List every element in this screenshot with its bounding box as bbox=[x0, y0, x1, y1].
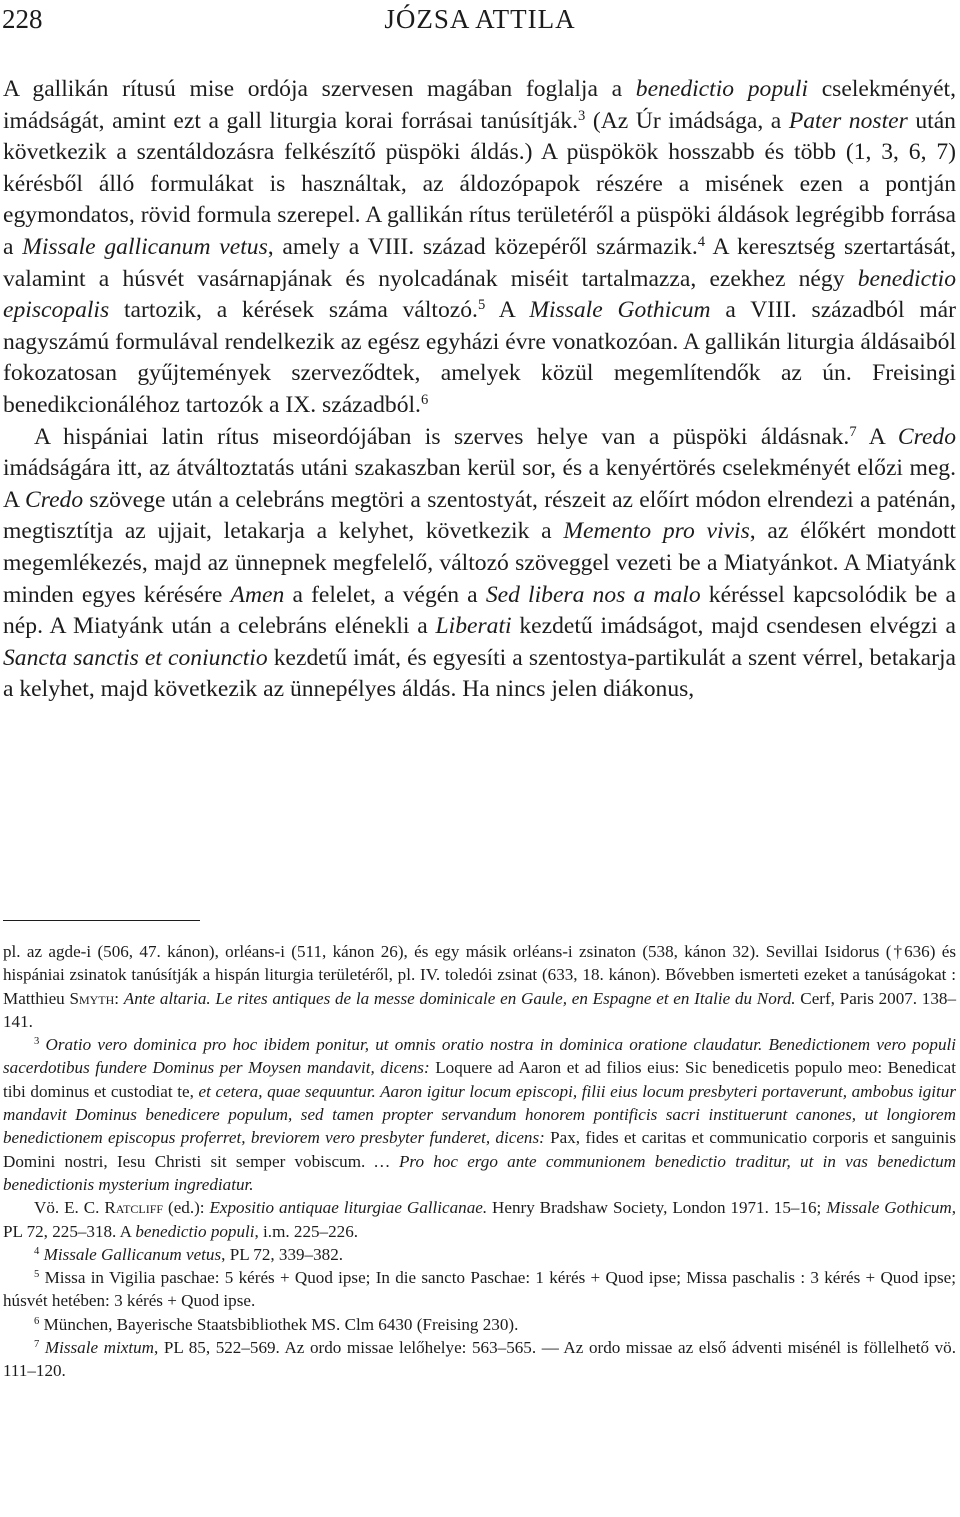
footnote-marker: 4 bbox=[697, 233, 706, 250]
text-run: Loquere ad Aaron et ad filios eius: Sic benedicetis populo meo: Benedicat tibi dominus et custodiat te, bbox=[3, 1058, 956, 1101]
footnote-7 bbox=[3, 1336, 956, 1383]
text-run: A keresztség szertartását, valamint a húsvét vasárnapjának és nyolcadának miséit tartalmazza, ezekhez négy bbox=[3, 233, 956, 292]
text-run: Pax, fides et caritas et communicatio corporis et sanguinis Domini nostri, Iesu Christi sit semper vobiscum. bbox=[3, 1128, 956, 1171]
footnote-4 bbox=[3, 1243, 956, 1266]
italic-text: Missale Gothicum bbox=[826, 1198, 952, 1218]
text-run: , az élőkért mondott megemlékezés, majd az ünnepnek megfelelő, változó szöveggel vezeti be a Miatyánkot. A Miatyánk minden egyes kérésére bbox=[3, 518, 956, 608]
text-run: a felelet, a végén a bbox=[284, 581, 486, 608]
text-run: A bbox=[856, 423, 898, 450]
text-run: Vö. E. C. bbox=[34, 1198, 105, 1218]
page-header bbox=[0, 4, 960, 36]
paragraph bbox=[3, 74, 956, 422]
text-run: , PL 85, 522–569. Az ordo missae lelőhelye: 563–565. — Az ordo missae az első ádventi misénél is föllelhető vö. 111–120. bbox=[3, 1338, 956, 1381]
footnote-rule bbox=[3, 920, 200, 921]
text-run: szövege után a celebráns megtöri a szentostyát, részeit az előírt módon elrendezi a paténán, megtisztítja az ujjait, letakarja a kelyhet, következik a bbox=[3, 486, 956, 545]
italic-text: Expositio antiquae liturgiae Gallicanae. bbox=[209, 1198, 488, 1218]
footnote-6 bbox=[3, 1313, 956, 1336]
italic-text: Pater noster bbox=[788, 107, 908, 134]
italic-text: Credo bbox=[897, 423, 957, 450]
italic-text: Missale mixtum bbox=[44, 1338, 154, 1358]
italic-text: benedictio episcopalis bbox=[3, 265, 956, 324]
italic-text: Oratio vero dominica pro hoc ibidem ponitur, ut omnis oratio nostra in dominica oratione claudatur. Benedictionem vero populi sacerdotibus fundere Dominus per Moysen mandavit, dicens: bbox=[3, 1035, 956, 1078]
text-run: , PL 72, 225–318. A bbox=[3, 1198, 956, 1241]
footnote-3-reference bbox=[3, 1196, 956, 1243]
text-run: kéréssel kapcsolódik be a nép. A Miatyánk után a celebráns elénekli a bbox=[3, 581, 956, 640]
footnote-marker: 7 bbox=[849, 423, 857, 440]
paragraph bbox=[3, 422, 956, 706]
footnote-marker: 4 bbox=[34, 1246, 40, 1258]
author-name: Smyth bbox=[69, 988, 115, 1008]
footnote-marker: 5 bbox=[34, 1269, 40, 1281]
italic-text: Liberati bbox=[435, 613, 512, 640]
italic-text: et cetera, quae sequuntur. Aaron igitur locum episcopi, filii eius locum presbyteri portaverunt, ambobus igitur mandavit Dominus benedicere populum, sed tamen propter servandum honorem pontificis sacri instituerunt canones, ut longiorem benedictionem episcopus proferret, breviorem vero presbyter funderet, dicens: bbox=[3, 1081, 956, 1148]
footnote-marker: 7 bbox=[34, 1339, 40, 1351]
text-run: A bbox=[485, 297, 530, 324]
italic-text: benedictio populi bbox=[135, 1221, 255, 1241]
italic-text: Amen bbox=[230, 581, 285, 608]
text-run: tartozik, a kérések száma változó. bbox=[109, 297, 478, 324]
italic-text: Ante altaria. Le rites antiques de la messe dominicale en Gaule, en Espagne et en Italie du Nord. bbox=[123, 988, 796, 1008]
text-run: Cerf, Paris 2007. 138–141. bbox=[3, 988, 956, 1031]
text-run: (ed.): bbox=[163, 1198, 210, 1218]
italic-text: Missale gallicanum vetus bbox=[22, 233, 268, 260]
text-run: A gallikán rítusú mise ordója szervesen magában foglalja a bbox=[3, 76, 636, 102]
footnote-continued bbox=[3, 940, 956, 1033]
italic-text: Credo bbox=[25, 486, 84, 513]
page-number: 228 bbox=[2, 4, 43, 34]
text-run: : bbox=[114, 988, 124, 1008]
footnote-marker: 6 bbox=[34, 1315, 40, 1327]
main-text bbox=[3, 74, 956, 706]
text-run: (Az Úr imádsága, a bbox=[585, 107, 789, 134]
text-run: a VIII. századból már nagyszámú formulával rendelkezik az egész egyházi évre vonatkozóan. A gallikán liturgia áldásaiból fokozatosan gyűjtemények szerveződtek, amelyek közül megemlítendők az ún. Freisingi benedikcionáléhoz tartozók a IX. századból. bbox=[3, 297, 957, 418]
running-head: JÓZSA ATTILA bbox=[384, 4, 576, 34]
footnote-marker: 6 bbox=[420, 391, 429, 408]
italic-text: Memento pro vivis bbox=[563, 518, 750, 545]
text-run: után következik a szentáldozásra felkészítő püspöki áldás.) A püspökök hosszabb és több (1, 3, 6, 7) kérésből álló formulákat is használtak, az áldozópapok részére a misének ezen a pontján egymondatos, rövid formula szerepel. A gallikán rítus területéről a püspöki áldások legrégibb forrása a bbox=[3, 107, 956, 260]
footnote-marker: 3 bbox=[577, 107, 586, 124]
italic-text: benedictio populi bbox=[635, 76, 809, 102]
text-run: , PL 72, 339–382. bbox=[221, 1244, 344, 1264]
footnote-marker: 3 bbox=[34, 1036, 40, 1048]
italic-text: … Pro hoc ergo ante communionem benedictio traditur, ut in vas benedictum benedictionis mysterium ingrediatur. bbox=[3, 1151, 956, 1194]
footnote-3 bbox=[3, 1033, 956, 1196]
italic-text: Sancta sanctis et coniunctio bbox=[3, 644, 268, 671]
text-run: cselekményét, imádságát, amint ezt a gall liturgia korai forrásai tanúsítják. bbox=[3, 76, 956, 134]
text-run: A hispániai latin rítus miseordójában is szerves helye van a püspöki áldásnak. bbox=[34, 423, 850, 450]
text-run: , amely a VIII. század közepéről származik. bbox=[267, 233, 698, 260]
italic-text: Missale Gothicum bbox=[529, 297, 711, 324]
italic-text: Missale Gallicanum vetus bbox=[43, 1244, 222, 1264]
footnote-marker: 5 bbox=[477, 297, 486, 314]
text-run: imádságára itt, az átváltoztatás utáni szakaszban kerül sor, és a kenyértörés cselekményét előzi meg. A bbox=[3, 455, 956, 513]
footnotes bbox=[3, 940, 956, 1383]
text-run: , i.m. 225–226. bbox=[254, 1221, 359, 1241]
text-run: kezdetű imát, és egyesíti a szentostya-partikulát a szent vérrel, betakarja a kelyhet, majd következik az ünnepélyes áldás. Ha nincs jelen diákonus, bbox=[3, 644, 956, 703]
text-run: München, Bayerische Staatsbibliothek MS. Clm 6430 (Freising 230). bbox=[39, 1314, 519, 1334]
footnote-5 bbox=[3, 1266, 956, 1313]
text-run: kezdetű imádságot, majd csendesen elvégzi a bbox=[511, 613, 956, 640]
italic-text: Sed libera nos a malo bbox=[485, 581, 701, 608]
text-run: Henry Bradshaw Society, London 1971. 15–16; bbox=[487, 1198, 827, 1218]
text-run: Missa in Vigilia paschae: 5 kérés + Quod ipse; In die sancto Paschae: 1 kérés + Quod ipse; Missa paschalis : 3 kérés + Quod ipse; húsvét hetében: 3 kérés + Quod ipse. bbox=[3, 1268, 956, 1311]
author-name: Ratcliff bbox=[104, 1198, 164, 1218]
text-run: pl. az agde-i (506, 47. kánon), orléans-i (511, kánon 26), és egy másik orléans-i zsinaton (538, kánon 32). Sevillai Isidorus (†636) és hispániai zsinatok tanúsítják a hispán liturgia területéről, pl. IV. toledói zsinat (633, 18. kánon). Bővebben ismerteti ezeket a tanúságokat : Matthieu bbox=[3, 942, 956, 1008]
